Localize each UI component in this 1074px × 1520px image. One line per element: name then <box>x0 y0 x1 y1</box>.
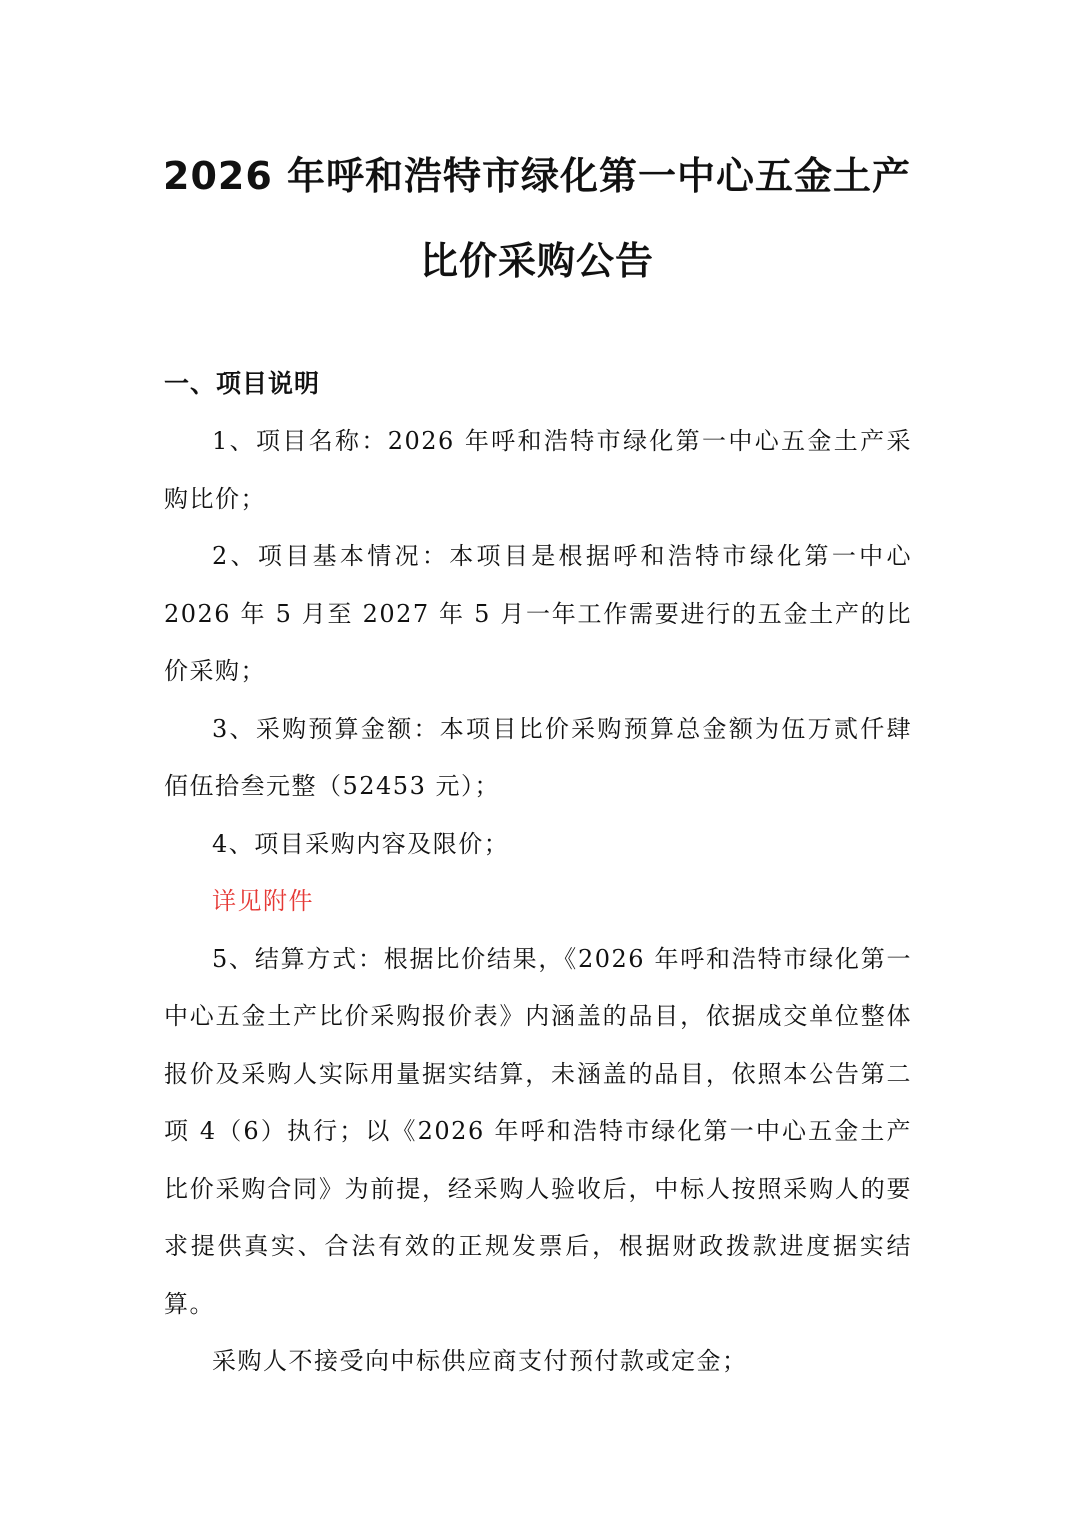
paragraph-see-attachment: 详见附件 <box>212 887 314 915</box>
paragraph-project-basic-info: 2、项目基本情况：本项目是根据呼和浩特市绿化第一中心 2026 年 5 月至 2027 年 5 月一年工作需要进行的五金土产的比价采购； <box>164 542 912 685</box>
paragraph-procurement-content: 4、项目采购内容及限价； <box>212 829 510 858</box>
paragraph-settlement-method: 5、结算方式：根据比价结果，《2026 年呼和浩特市绿化第一中心五金土产比价采购报价表》内涵盖的品目，依据成交单位整体报价及采购人实际用量据实结算，未涵盖的品目，依照本公告第二项 4（6）执行；以《2026 年呼和浩特市绿化第一中心五金土产比价采购合同》为前提，经采购人验收后，中标人按照采购人的要求提供真实、合法有效的正规发票后，根据财政拨款进度据实结算。 <box>164 944 912 1318</box>
paragraph-project-name: 1、项目名称：2026 年呼和浩特市绿化第一中心五金土产采购比价； <box>164 427 912 513</box>
paragraph-no-prepayment: 采购人不接受向中标供应商支付预付款或定金； <box>212 1347 748 1375</box>
document-title-line-2: 比价采购公告 <box>419 239 654 283</box>
paragraph-budget-amount: 3、采购预算金额：本项目比价采购预算总金额为伍万贰仟肆佰伍拾叁元整（52453 元）； <box>164 714 912 800</box>
document-title-line-1: 2026 年呼和浩特市绿化第一中心五金土产 <box>163 154 911 198</box>
section-heading-project-description: 一、项目说明 <box>164 369 321 398</box>
section-body <box>164 413 912 1391</box>
